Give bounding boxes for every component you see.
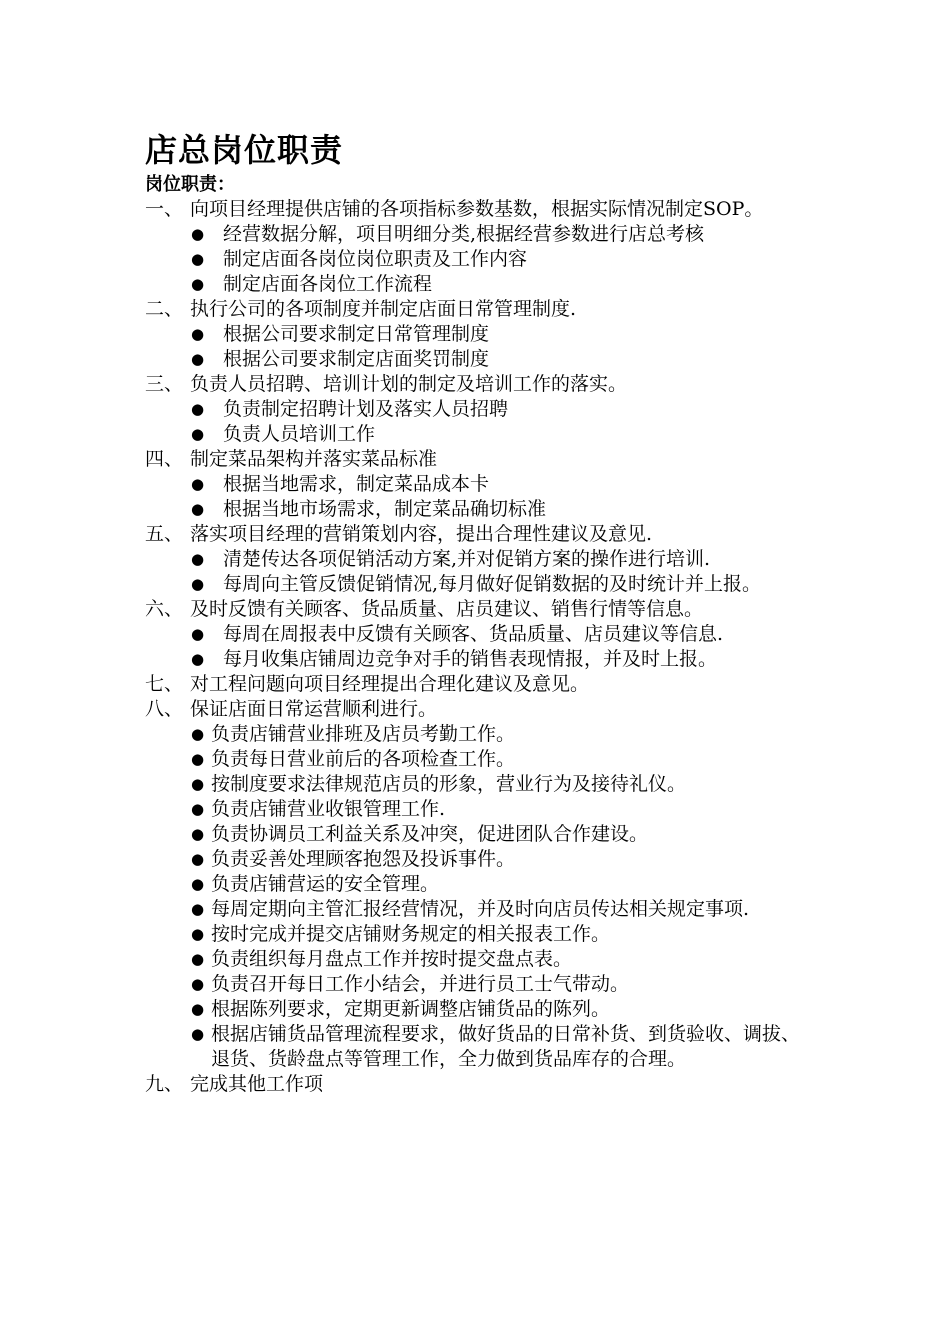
list-item-text: 经营数据分解，项目明细分类,根据经营参数进行店总考核: [223, 223, 705, 245]
bullet-list: [145, 547, 810, 597]
list-item: [145, 872, 810, 897]
section-line: [145, 697, 810, 722]
bullet-dot-icon: ●: [191, 900, 205, 918]
list-item-text: 根据当地市场需求，制定菜品确切标准: [223, 498, 547, 520]
list-item: [145, 272, 810, 297]
section-line: [145, 1072, 810, 1097]
bullet-list: [145, 472, 810, 522]
bullet-dot-icon: ●: [191, 775, 205, 793]
bullet-dot-icon: ●: [191, 425, 205, 443]
section-text: 及时反馈有关顾客、货品质量、店员建议、销售行情等信息。: [190, 598, 704, 620]
section-text: 执行公司的各项制度并制定店面日常管理制度.: [190, 298, 577, 320]
list-item-text: 负责协调员工利益关系及冲突，促进团队合作建设。: [211, 823, 649, 845]
bullet-list: [145, 322, 810, 372]
bullet-list: [145, 397, 810, 447]
section-number: 九、: [145, 1073, 184, 1095]
section-text: 向项目经理提供店铺的各项指标参数基数，根据实际情况制定SOP。: [190, 198, 764, 220]
bullet-dot-icon: ●: [191, 500, 205, 518]
bullet-dot-icon: ●: [191, 800, 205, 818]
bullet-dot-icon: ●: [191, 350, 205, 368]
list-item: [145, 722, 810, 747]
list-item-text: 负责店铺营业收银管理工作.: [211, 798, 446, 820]
list-item-text: 负责妥善处理顾客抱怨及投诉事件。: [211, 848, 516, 870]
section-number: 一、: [145, 198, 184, 220]
section-line: [145, 197, 810, 222]
list-item-text: 根据公司要求制定店面奖罚制度: [223, 348, 490, 370]
list-item: [145, 847, 810, 872]
duty-sections: [145, 197, 810, 1097]
duty-section: [145, 697, 810, 1072]
section-line: [145, 447, 810, 472]
duty-section: [145, 297, 810, 372]
list-item: [145, 1022, 810, 1072]
section-text: 制定菜品架构并落实菜品标准: [190, 448, 438, 470]
list-item: [145, 997, 810, 1022]
section-number: 五、: [145, 523, 184, 545]
list-item: [145, 247, 810, 272]
list-item-text: 制定店面各岗位岗位职责及工作内容: [223, 248, 528, 270]
list-item: [145, 472, 810, 497]
section-line: [145, 372, 810, 397]
section-number: 四、: [145, 448, 184, 470]
list-item-text: 按制度要求法律规范店员的形象，营业行为及接待礼仪。: [211, 773, 687, 795]
list-item-text: 负责组织每月盘点工作并按时提交盘点表。: [211, 948, 573, 970]
list-item-text: 负责召开每日工作小结会，并进行员工士气带动。: [211, 973, 630, 995]
list-item-text: 根据公司要求制定日常管理制度: [223, 323, 490, 345]
list-item-text: 制定店面各岗位工作流程: [223, 273, 433, 295]
bullet-dot-icon: ●: [191, 275, 205, 293]
list-item-text: 每月收集店铺周边竞争对手的销售表现情报，并及时上报。: [223, 648, 718, 670]
bullet-dot-icon: ●: [191, 250, 205, 268]
bullet-dot-icon: ●: [191, 975, 205, 993]
duty-section: [145, 447, 810, 522]
list-item: [145, 747, 810, 772]
section-number: 七、: [145, 673, 184, 695]
bullet-dot-icon: ●: [191, 750, 205, 768]
section-number: 八、: [145, 698, 184, 720]
list-item: [145, 822, 810, 847]
list-item-text: 每周定期向主管汇报经营情况，并及时向店员传达相关规定事项.: [211, 898, 750, 920]
list-item-text: 每周在周报表中反馈有关顾客、货品质量、店员建议等信息.: [223, 623, 724, 645]
list-item-text: 按时完成并提交店铺财务规定的相关报表工作。: [211, 923, 611, 945]
bullet-dot-icon: ●: [191, 325, 205, 343]
section-text: 完成其他工作项: [190, 1073, 324, 1095]
list-item: [145, 347, 810, 372]
list-item-text: 负责制定招聘计划及落实人员招聘: [223, 398, 509, 420]
bullet-dot-icon: ●: [191, 225, 205, 243]
section-text: 对工程问题向项目经理提出合理化建议及意见。: [190, 673, 590, 695]
list-item: [145, 572, 810, 597]
bullet-dot-icon: ●: [191, 725, 205, 743]
bullet-dot-icon: ●: [191, 625, 205, 643]
list-item-text: 负责每日营业前后的各项检查工作。: [211, 748, 516, 770]
list-item: [145, 772, 810, 797]
duty-section: [145, 672, 810, 697]
duty-section: [145, 522, 810, 597]
section-number: 六、: [145, 598, 184, 620]
bullet-dot-icon: ●: [191, 1025, 205, 1043]
section-line: [145, 297, 810, 322]
section-text: 负责人员招聘、培训计划的制定及培训工作的落实。: [190, 373, 628, 395]
bullet-dot-icon: ●: [191, 650, 205, 668]
section-text: 落实项目经理的营销策划内容，提出合理性建议及意见.: [190, 523, 653, 545]
section-number: 三、: [145, 373, 184, 395]
bullet-dot-icon: ●: [191, 475, 205, 493]
list-item: [145, 647, 810, 672]
bullet-dot-icon: ●: [191, 400, 205, 418]
bullet-list: [145, 622, 810, 672]
list-item-text: 根据陈列要求，定期更新调整店铺货品的陈列。: [211, 998, 611, 1020]
bullet-dot-icon: ●: [191, 875, 205, 893]
list-item: [145, 897, 810, 922]
list-item-text: 负责人员培训工作: [223, 423, 376, 445]
bullet-dot-icon: ●: [191, 1000, 205, 1018]
list-item: [145, 547, 810, 572]
bullet-list: [145, 222, 810, 297]
list-item-text: 根据当地需求，制定菜品成本卡: [223, 473, 490, 495]
page-title: 店总岗位职责: [145, 131, 344, 169]
list-item: [145, 397, 810, 422]
bullet-dot-icon: ●: [191, 550, 205, 568]
list-item-text: 根据店铺货品管理流程要求，做好货品的日常补货、到货验收、调拔、退货、货龄盘点等管理工作，全力做到货品库存的合理。: [211, 1023, 801, 1070]
list-item-text: 清楚传达各项促销活动方案,并对促销方案的操作进行培训.: [223, 548, 711, 570]
list-item: [145, 797, 810, 822]
bullet-dot-icon: ●: [191, 825, 205, 843]
bullet-dot-icon: ●: [191, 925, 205, 943]
list-item-text: 负责店铺营业排班及店员考勤工作。: [211, 723, 516, 745]
duty-section: [145, 372, 810, 447]
list-item: [145, 422, 810, 447]
list-item: [145, 222, 810, 247]
list-item: [145, 972, 810, 997]
list-item-text: 负责店铺营运的安全管理。: [211, 873, 440, 895]
section-heading: 岗位职责：: [145, 174, 235, 195]
list-item: [145, 622, 810, 647]
list-item: [145, 497, 810, 522]
section-number: 二、: [145, 298, 184, 320]
bullet-dot-icon: ●: [191, 950, 205, 968]
section-text: 保证店面日常运营顺利进行。: [190, 698, 438, 720]
list-item: [145, 922, 810, 947]
list-item: [145, 947, 810, 972]
document-page: [145, 128, 810, 1097]
section-line: [145, 597, 810, 622]
section-line: [145, 672, 810, 697]
duty-section: [145, 597, 810, 672]
duty-section: [145, 197, 810, 297]
section-line: [145, 522, 810, 547]
list-item-text: 每周向主管反馈促销情况,每月做好促销数据的及时统计并上报。: [223, 573, 762, 595]
list-item: [145, 322, 810, 347]
bullet-dot-icon: ●: [191, 575, 205, 593]
bullet-list: [145, 722, 810, 1072]
duty-section: [145, 1072, 810, 1097]
bullet-dot-icon: ●: [191, 850, 205, 868]
